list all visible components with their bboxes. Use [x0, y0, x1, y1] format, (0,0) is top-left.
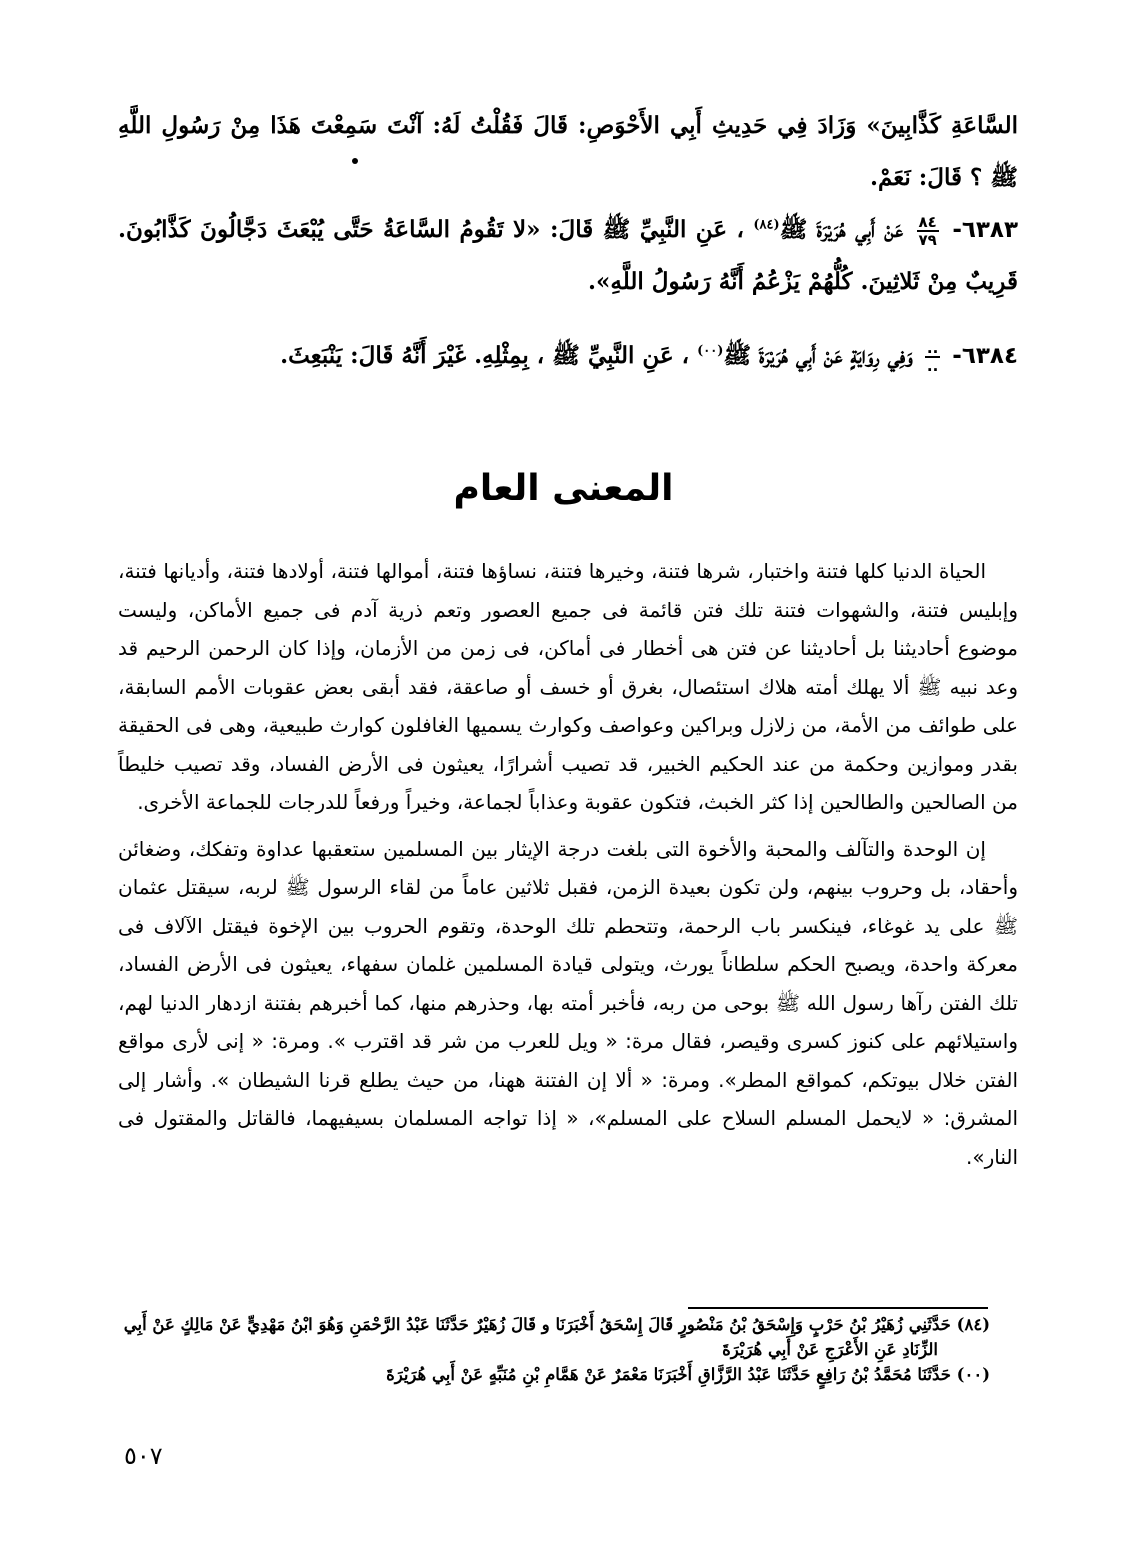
fraction-bottom: .. — [926, 357, 939, 375]
footnote — [118, 1362, 990, 1387]
footnote-text: حَدَّثَنِي زُهَيْرُ بْنُ حَرْبٍ وَإِسْحَقُ بْنُ مَنْصُورٍ قَالَ إِسْحَقُ أَخْبَرَنَا و قَالَ زُهَيْرٌ حَدَّثَنَا عَبْدُ الرَّحْمَنِ وَهُوَ ابْنُ مَهْدِيٍّ عَنْ مَالِكٍ عَنْ أَبِي الزِّنَادِ عَنِ الأَعْرَجِ عَنْ أَبِي هُرَيْرَةَ — [123, 1315, 951, 1359]
fraction-bottom: ٧٩ — [918, 231, 937, 249]
paragraph: الحياة الدنيا كلها فتنة واختبار، شرها فتنة، وخيرها فتنة، نساؤها فتنة، أموالها فتنة، أولادها فتنة، وأديانها فتنة، وإبليس فتنة، والشهوات فتنة تلك فتن قائمة فى جميع العصور وتعم ذرية آدم فى جميع الأماكن، وليست موضوع أحاديثنا بل أحاديثنا عن فتن هى أخطار فى أماكن، فى زمن من الأزمان، وإذا كان الرحمن الرحيم قد وعد نبيه ﷺ ألا يهلك أمته هلاك استئصال، بغرق أو خسف أو صاعقة، فقد أبقى بعض عقوبات الأمم السابقة، على طوائف من الأمة، من زلازل وبراكين وعواصف وكوارث يسميها الغافلون كوارث طبيعية، وهى فى الحقيقة بقدر وموازين وحكمة من عند الحكيم الخبير، قد تصيب أشرارًا، يعيثون فى الأرض الفساد، وقد تصيب خليطاً من الصالحين والطالحين إذا كثر الخبث، فتكون عقوبة وعذاباً لجماعة، وخيراً ورفعاً للدرجات للجماعة الأخرى. — [118, 559, 1018, 814]
footnote-separator — [688, 1307, 988, 1309]
hadith-text-before-ref: عَنْ أَبِي هُرَيْرَةَ ﷺ — [779, 216, 904, 243]
hadith-text-after-ref: ، عَنِ النَّبِيِّ ﷺ قَالَ: «لا تَقُومُ السَّاعَةُ حَتَّى يُبْعَثَ دَجَّالُونَ كَذَّابُونَ. قَرِيبٌ مِنْ ثَلاثِينَ. كُلُّهُمْ يَزْعُمُ أَنَّهُ رَسُولُ اللَّهِ». — [118, 216, 1018, 295]
footnote-marker: (٨٤) — [956, 1315, 990, 1334]
footnote-marker: (٠٠) — [956, 1365, 990, 1384]
hadith-number: ٦٣٨٣- — [952, 217, 1019, 243]
cross-reference-fraction — [925, 340, 940, 374]
hadith-6384 — [118, 330, 1018, 382]
hadith-continuation-text: السَّاعَةِ كَذَّابِينَ» وَزَادَ فِي حَدِيثِ أَبِي الأَحْوَصِ: قَالَ فَقُلْتُ لَهُ: آنْتَ سَمِعْتَ هَذَا مِنْ رَسُولِ اللَّهِ ﷺ ؟ قَالَ: نَعَمْ. — [118, 112, 1018, 191]
footnote-ref: (٠٠) — [697, 343, 724, 359]
paragraph: إن الوحدة والتآلف والمحبة والأخوة التى بلغت درجة الإيثار بين المسلمين ستعقبها عداوة وتفكك، وضغائن وأحقاد، بل وحروب بينهم، ولن تكون بعيدة الزمن، فقبل ثلاثين عاماً من لقاء الرسول ﷺ لربه، سيقتل عثمان ﷺ على يد غوغاء، فينكسر باب الرحمة، وتتحطم تلك الوحدة، وتقوم الحروب بين الإخوة فيقتل الآلاف فى معركة واحدة، ويصبح الحكم سلطاناً يورث، ويتولى قيادة المسلمين غلمان سفهاء، يعيثون فى الأرض الفساد، تلك الفتن رآها رسول الله ﷺ بوحى من ربه، فأخبر أمته بها، وحذرهم منها، كما أخبرهم بفتنة ازدهار الدنيا لهم، واستيلائهم على كنوز كسرى وقيصر، فقال مرة: « ويل للعرب من شر قد اقترب ». ومرة: « إنى لأرى مواقع الفتن خلال بيوتكم، كمواقع المطر». ومرة: « ألا إن الفتنة ههنا، من حيث يطلع قرنا الشيطان ». وأشار إلى المشرق: « لايحمل المسلم السلاح على المسلم»، « إذا تواجه المسلمان بسيفيهما، فالقاتل والمقتول فى النار». — [118, 836, 1018, 1169]
hadith-continuation — [118, 100, 1018, 204]
hadith-text-before-ref: وَفِي رِوَايَةٍ عَنْ أَبِي هُرَيْرَةَ ﷺ — [723, 342, 913, 369]
stray-dot-mark — [352, 158, 358, 164]
footnote-text: حَدَّثَنَا مُحَمَّدُ بْنُ رَافِعٍ حَدَّثَنَا عَبْدُ الرَّزَّاقِ أَخْبَرَنَا مَعْمَرٌ عَنْ هَمَّامِ بْنِ مُنَبِّهٍ عَنْ أَبِي هُرَيْرَةَ — [386, 1365, 951, 1384]
footnotes — [118, 1312, 990, 1387]
page-number: ٥٠٧ — [124, 1442, 163, 1470]
hadith-number: ٦٣٨٤- — [952, 343, 1018, 369]
hadith-text-after-ref: ، عَنِ النَّبِيِّ ﷺ ، بِمِثْلِهِ. غَيْرَ أَنَّهُ قَالَ: يَنْبَعِثَ. — [280, 342, 690, 369]
general-meaning-body — [118, 552, 1018, 1176]
footnote-ref: (٨٤) — [753, 217, 780, 233]
cross-reference-fraction — [917, 214, 939, 248]
footnote — [118, 1312, 990, 1362]
hadith-6383 — [118, 204, 1018, 308]
fraction-top: ٨٤ — [918, 213, 937, 231]
section-title: المعنى العام — [453, 468, 674, 509]
fraction-top: .. — [926, 339, 939, 357]
